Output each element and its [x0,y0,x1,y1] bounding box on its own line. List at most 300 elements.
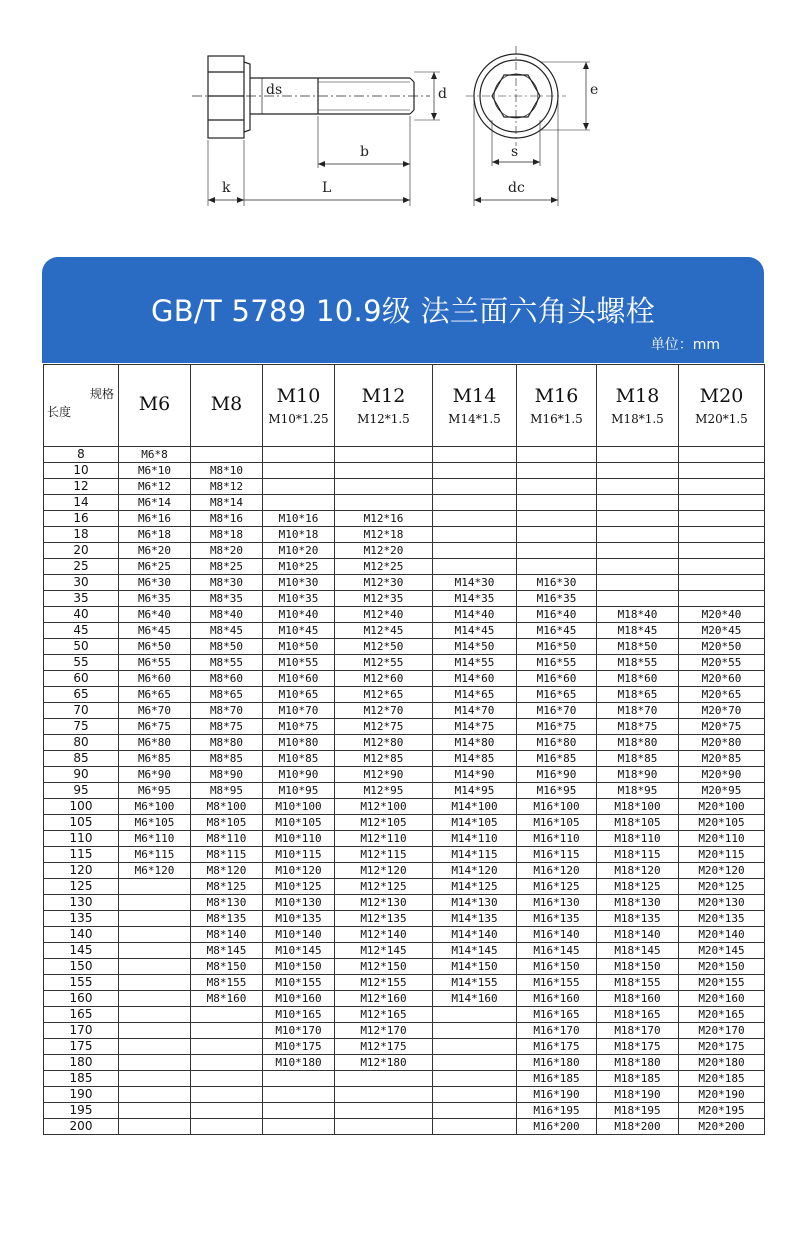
spec-cell [679,495,765,511]
spec-cell: M18*140 [597,927,679,943]
length-cell: 30 [44,575,119,591]
spec-cell [119,1071,191,1087]
spec-cell [263,1071,335,1087]
spec-cell: M18*130 [597,895,679,911]
spec-cell [119,1087,191,1103]
spec-cell: M8*135 [191,911,263,927]
spec-cell: M8*65 [191,687,263,703]
column-header-m20 [679,365,765,447]
spec-cell [597,575,679,591]
table-row [44,543,765,559]
spec-cell [335,447,433,463]
spec-cell: M18*155 [597,975,679,991]
spec-cell: M16*100 [517,799,597,815]
spec-cell [191,1055,263,1071]
spec-cell: M12*170 [335,1023,433,1039]
spec-cell: M6*60 [119,671,191,687]
spec-cell: M12*155 [335,975,433,991]
spec-cell: M20*40 [679,607,765,623]
spec-cell [517,543,597,559]
table-row [44,687,765,703]
spec-cell [119,959,191,975]
spec-cell [433,495,517,511]
spec-cell: M20*60 [679,671,765,687]
spec-cell: M18*45 [597,623,679,639]
spec-cell: M10*145 [263,943,335,959]
spec-cell [433,511,517,527]
spec-cell: M8*105 [191,815,263,831]
spec-cell: M18*150 [597,959,679,975]
spec-cell: M18*110 [597,831,679,847]
spec-cell: M8*70 [191,703,263,719]
table-row [44,1023,765,1039]
column-pitch: M18*1.5 [611,412,664,426]
spec-cell: M20*180 [679,1055,765,1071]
label-ds: ds [266,82,283,98]
length-cell: 16 [44,511,119,527]
length-cell: 160 [44,991,119,1007]
spec-cell: M14*60 [433,671,517,687]
spec-cell [119,895,191,911]
spec-table [43,364,765,1135]
table-body [44,447,765,1135]
spec-cell [263,495,335,511]
spec-cell: M16*170 [517,1023,597,1039]
spec-cell: M12*150 [335,959,433,975]
spec-cell: M10*100 [263,799,335,815]
spec-cell: M18*160 [597,991,679,1007]
spec-cell: M14*155 [433,975,517,991]
spec-cell: M20*85 [679,751,765,767]
spec-cell: M16*120 [517,863,597,879]
table-row [44,479,765,495]
corner-spec-label: 规格 [89,387,114,401]
table-row [44,447,765,463]
column-size: M10 [276,385,321,407]
spec-cell: M6*65 [119,687,191,703]
length-cell: 105 [44,815,119,831]
spec-cell [119,1023,191,1039]
spec-cell [517,479,597,495]
spec-cell [597,511,679,527]
spec-cell [597,447,679,463]
spec-cell: M14*105 [433,815,517,831]
spec-cell [119,1055,191,1071]
spec-cell [433,1055,517,1071]
spec-cell: M10*25 [263,559,335,575]
spec-cell [433,1007,517,1023]
spec-cell: M20*55 [679,655,765,671]
spec-cell [433,479,517,495]
length-cell: 80 [44,735,119,751]
spec-cell: M10*35 [263,591,335,607]
spec-cell: M8*16 [191,511,263,527]
spec-cell: M12*65 [335,687,433,703]
spec-cell [679,575,765,591]
length-cell: 25 [44,559,119,575]
spec-cell: M8*100 [191,799,263,815]
length-cell: 175 [44,1039,119,1055]
table-row [44,639,765,655]
spec-cell: M12*40 [335,607,433,623]
table-row [44,879,765,895]
spec-cell: M20*75 [679,719,765,735]
spec-cell: M8*30 [191,575,263,591]
spec-cell: M18*115 [597,847,679,863]
spec-cell: M18*120 [597,863,679,879]
spec-cell [433,1071,517,1087]
spec-cell: M8*18 [191,527,263,543]
spec-cell: M14*30 [433,575,517,591]
spec-cell: M8*40 [191,607,263,623]
spec-cell [679,543,765,559]
column-header-m12 [335,365,433,447]
spec-cell: M8*140 [191,927,263,943]
spec-cell: M18*125 [597,879,679,895]
label-d: d [438,86,447,102]
length-cell: 150 [44,959,119,975]
spec-cell [263,463,335,479]
label-dc: dc [508,180,525,196]
spec-cell: M10*90 [263,767,335,783]
length-cell: 75 [44,719,119,735]
spec-cell: M20*160 [679,991,765,1007]
spec-cell: M18*145 [597,943,679,959]
spec-cell [433,543,517,559]
spec-cell: M6*25 [119,559,191,575]
spec-cell: M14*55 [433,655,517,671]
spec-cell: M16*70 [517,703,597,719]
spec-cell [679,591,765,607]
table-row [44,511,765,527]
spec-cell: M10*170 [263,1023,335,1039]
spec-cell [191,1007,263,1023]
spec-cell: M8*20 [191,543,263,559]
table-row [44,463,765,479]
spec-cell: M16*165 [517,1007,597,1023]
length-cell: 20 [44,543,119,559]
spec-cell: M20*45 [679,623,765,639]
spec-cell: M6*45 [119,623,191,639]
table-row [44,767,765,783]
length-cell: 170 [44,1023,119,1039]
table-row [44,559,765,575]
spec-cell [433,1023,517,1039]
column-size: M18 [615,385,660,407]
table-row [44,751,765,767]
table-row [44,1087,765,1103]
column-header-m10 [263,365,335,447]
spec-cell: M16*180 [517,1055,597,1071]
spec-cell [335,479,433,495]
spec-cell: M16*200 [517,1119,597,1135]
column-pitch: M14*1.5 [448,412,501,426]
spec-cell: M10*70 [263,703,335,719]
spec-cell: M16*65 [517,687,597,703]
spec-cell [191,1023,263,1039]
column-pitch: M20*1.5 [695,412,748,426]
spec-cell: M20*80 [679,735,765,751]
length-cell: 18 [44,527,119,543]
spec-cell: M6*40 [119,607,191,623]
spec-cell: M12*180 [335,1055,433,1071]
spec-cell: M20*65 [679,687,765,703]
spec-cell: M8*145 [191,943,263,959]
spec-cell: M20*155 [679,975,765,991]
spec-cell: M6*80 [119,735,191,751]
spec-cell: M6*16 [119,511,191,527]
length-cell: 70 [44,703,119,719]
length-cell: 180 [44,1055,119,1071]
spec-cell: M10*115 [263,847,335,863]
spec-cell: M8*95 [191,783,263,799]
spec-cell: M14*75 [433,719,517,735]
spec-cell: M6*30 [119,575,191,591]
spec-cell: M10*95 [263,783,335,799]
column-size: M12 [361,385,406,407]
spec-cell: M8*110 [191,831,263,847]
spec-cell: M20*150 [679,959,765,975]
table-row [44,959,765,975]
spec-cell: M14*120 [433,863,517,879]
spec-cell [597,495,679,511]
spec-cell: M8*12 [191,479,263,495]
table-row [44,735,765,751]
page-title: GB/T 5789 10.9级 法兰面六角头螺栓 [150,294,656,328]
spec-cell [263,1119,335,1135]
spec-cell: M14*160 [433,991,517,1007]
length-cell: 185 [44,1071,119,1087]
spec-cell: M8*25 [191,559,263,575]
spec-cell [679,511,765,527]
spec-cell: M12*55 [335,655,433,671]
table-row [44,527,765,543]
corner-length-label: 长度 [47,405,72,419]
spec-cell [119,975,191,991]
spec-cell: M14*115 [433,847,517,863]
spec-cell [191,1087,263,1103]
spec-cell: M6*75 [119,719,191,735]
length-cell: 85 [44,751,119,767]
spec-cell: M16*110 [517,831,597,847]
spec-cell: M16*150 [517,959,597,975]
spec-cell: M12*105 [335,815,433,831]
spec-cell: M18*100 [597,799,679,815]
spec-cell: M12*115 [335,847,433,863]
spec-cell: M16*155 [517,975,597,991]
spec-cell: M12*50 [335,639,433,655]
spec-cell [679,527,765,543]
spec-cell: M12*60 [335,671,433,687]
spec-cell: M12*75 [335,719,433,735]
spec-cell: M10*50 [263,639,335,655]
spec-cell: M20*115 [679,847,765,863]
spec-cell: M18*185 [597,1071,679,1087]
spec-cell: M18*105 [597,815,679,831]
spec-cell: M16*60 [517,671,597,687]
spec-cell: M8*155 [191,975,263,991]
spec-cell: M10*125 [263,879,335,895]
spec-cell [191,1103,263,1119]
spec-cell: M10*18 [263,527,335,543]
table-row [44,575,765,591]
spec-cell: M10*175 [263,1039,335,1055]
spec-cell: M10*65 [263,687,335,703]
spec-cell: M6*8 [119,447,191,463]
length-cell: 195 [44,1103,119,1119]
spec-cell: M12*85 [335,751,433,767]
spec-cell: M18*180 [597,1055,679,1071]
label-L: L [322,180,332,196]
spec-cell: M20*170 [679,1023,765,1039]
spec-cell: M10*30 [263,575,335,591]
spec-cell: M16*145 [517,943,597,959]
spec-cell [517,511,597,527]
spec-cell [679,447,765,463]
spec-cell: M18*95 [597,783,679,799]
spec-cell [597,463,679,479]
table-row [44,703,765,719]
spec-cell: M16*50 [517,639,597,655]
spec-cell: M20*95 [679,783,765,799]
table-row [44,927,765,943]
spec-cell: M14*135 [433,911,517,927]
spec-cell: M14*145 [433,943,517,959]
spec-cell: M12*20 [335,543,433,559]
spec-cell: M12*130 [335,895,433,911]
length-cell: 110 [44,831,119,847]
spec-cell: M6*85 [119,751,191,767]
spec-cell: M18*55 [597,655,679,671]
column-size: M14 [452,385,497,407]
spec-cell [191,1119,263,1135]
spec-cell [335,463,433,479]
spec-cell: M6*18 [119,527,191,543]
length-cell: 155 [44,975,119,991]
table-row [44,847,765,863]
spec-cell: M20*50 [679,639,765,655]
spec-cell: M20*125 [679,879,765,895]
length-cell: 115 [44,847,119,863]
spec-cell: M16*130 [517,895,597,911]
table-row [44,783,765,799]
column-size: M20 [699,385,744,407]
spec-cell [433,463,517,479]
title-banner [42,257,764,363]
spec-cell: M8*75 [191,719,263,735]
spec-cell: M20*175 [679,1039,765,1055]
length-cell: 40 [44,607,119,623]
spec-cell [433,447,517,463]
spec-cell: M6*110 [119,831,191,847]
spec-cell: M18*165 [597,1007,679,1023]
length-cell: 55 [44,655,119,671]
column-size: M6 [138,393,171,415]
spec-cell [119,911,191,927]
table-row [44,719,765,735]
spec-cell: M8*90 [191,767,263,783]
spec-cell: M20*120 [679,863,765,879]
spec-cell: M18*175 [597,1039,679,1055]
spec-cell: M16*35 [517,591,597,607]
spec-cell: M14*40 [433,607,517,623]
spec-cell [335,495,433,511]
spec-cell: M20*195 [679,1103,765,1119]
spec-cell: M14*130 [433,895,517,911]
table-row [44,495,765,511]
table-row [44,1055,765,1071]
spec-cell [191,447,263,463]
spec-cell: M12*25 [335,559,433,575]
column-header-m18 [597,365,679,447]
length-cell: 45 [44,623,119,639]
spec-cell: M12*160 [335,991,433,1007]
spec-cell: M12*90 [335,767,433,783]
spec-cell: M8*120 [191,863,263,879]
spec-cell [263,479,335,495]
spec-cell: M6*20 [119,543,191,559]
spec-cell [335,1071,433,1087]
spec-cell: M8*160 [191,991,263,1007]
spec-cell: M6*50 [119,639,191,655]
table-row [44,943,765,959]
spec-cell: M18*60 [597,671,679,687]
spec-cell: M12*18 [335,527,433,543]
spec-cell: M12*165 [335,1007,433,1023]
spec-cell: M8*125 [191,879,263,895]
spec-cell: M20*70 [679,703,765,719]
spec-cell [119,927,191,943]
length-cell: 12 [44,479,119,495]
table-row [44,991,765,1007]
table-row [44,799,765,815]
column-size: M16 [534,385,579,407]
spec-cell: M16*105 [517,815,597,831]
table-row [44,1119,765,1135]
spec-cell: M18*50 [597,639,679,655]
spec-cell [433,1087,517,1103]
spec-cell [119,943,191,959]
spec-cell [597,527,679,543]
spec-cell: M12*35 [335,591,433,607]
spec-cell: M6*120 [119,863,191,879]
length-cell: 135 [44,911,119,927]
spec-cell: M8*55 [191,655,263,671]
spec-cell: M14*35 [433,591,517,607]
spec-cell: M16*175 [517,1039,597,1055]
table-row [44,655,765,671]
spec-cell: M12*140 [335,927,433,943]
spec-cell: M12*80 [335,735,433,751]
spec-cell: M10*20 [263,543,335,559]
label-e: e [590,82,599,98]
spec-cell: M20*185 [679,1071,765,1087]
length-cell: 10 [44,463,119,479]
spec-cell: M10*60 [263,671,335,687]
spec-cell: M6*55 [119,655,191,671]
spec-cell [335,1103,433,1119]
column-header-m14 [433,365,517,447]
column-pitch: M12*1.5 [357,412,410,426]
table-row [44,591,765,607]
table-row [44,863,765,879]
spec-cell [263,1103,335,1119]
length-cell: 50 [44,639,119,655]
spec-cell: M14*95 [433,783,517,799]
spec-cell: M8*85 [191,751,263,767]
length-cell: 14 [44,495,119,511]
spec-cell [191,1071,263,1087]
